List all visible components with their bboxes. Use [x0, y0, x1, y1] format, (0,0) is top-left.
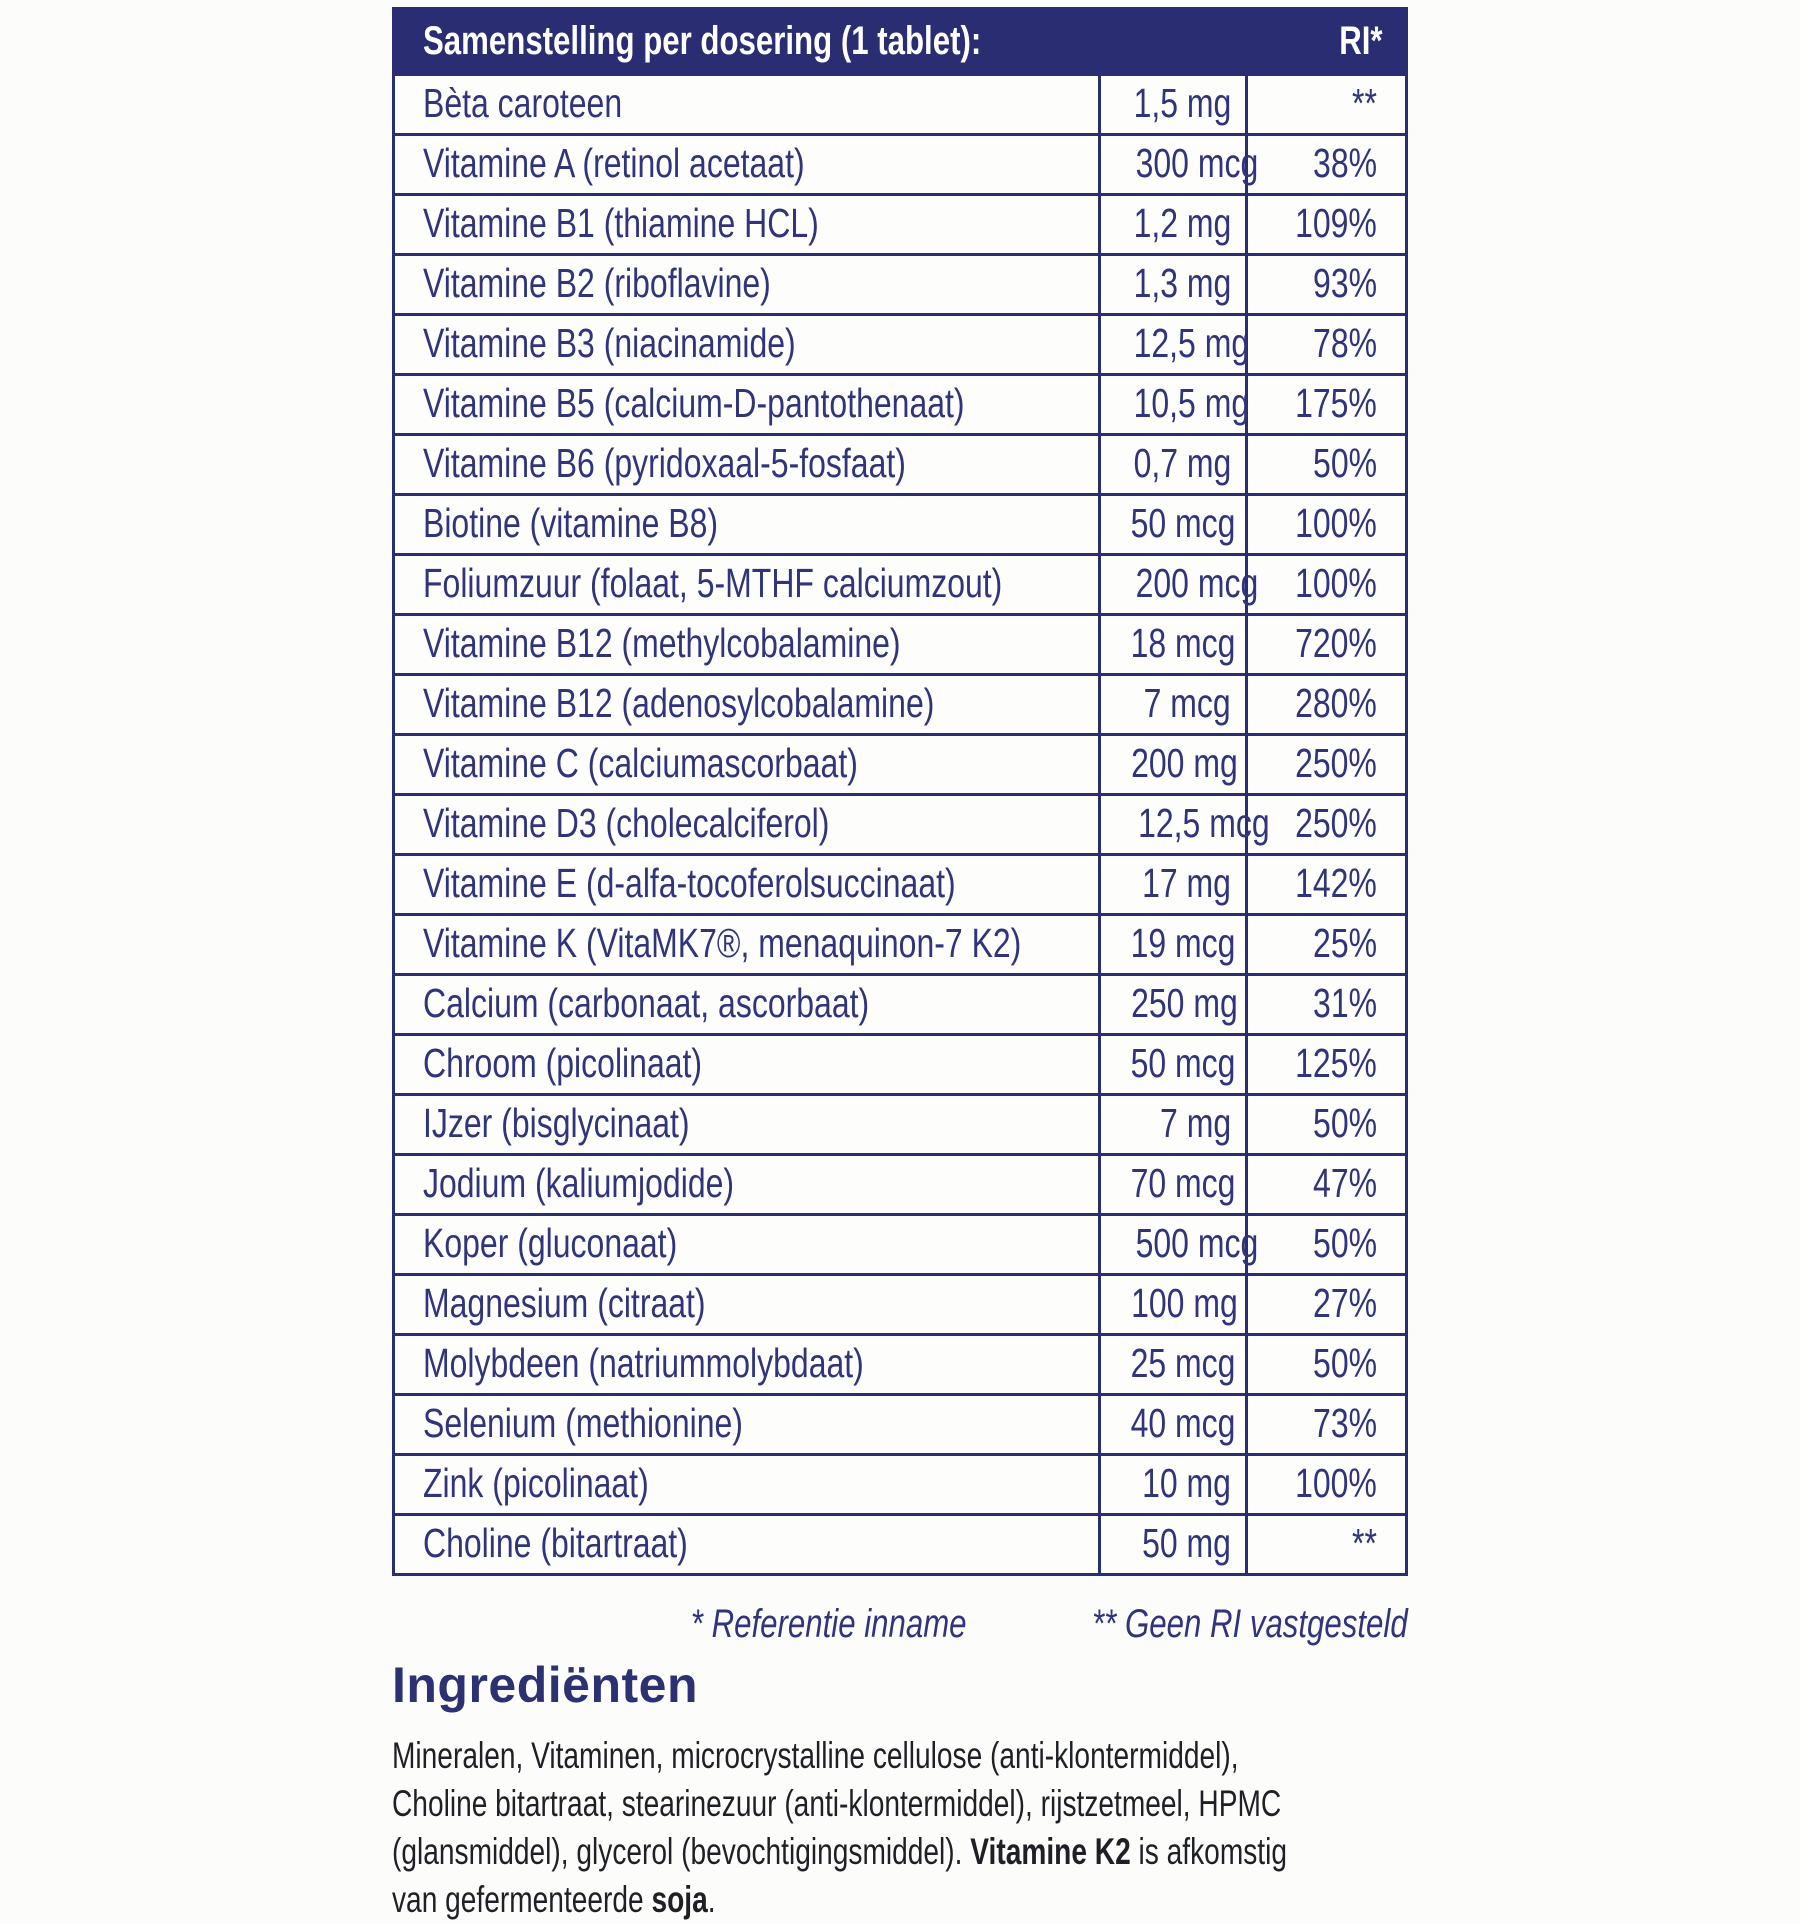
ingredient-ri: 100%	[1295, 1460, 1377, 1506]
ingredient-name: Koper (gluconaat)	[423, 1220, 678, 1266]
ingredient-ri: 25%	[1312, 920, 1377, 966]
ingredient-amount-cell	[1098, 976, 1245, 1033]
ingredient-name: Molybdeen (natriummolybdaat)	[423, 1340, 864, 1386]
ingredient-amount-cell	[1098, 1036, 1245, 1093]
ingredient-amount-cell	[1098, 1096, 1245, 1153]
ingredient-ri-cell	[1245, 136, 1405, 193]
ingredient-ri-cell	[1245, 1456, 1405, 1513]
ingredient-ri: 47%	[1312, 1160, 1377, 1206]
ingredient-name-cell	[395, 196, 1098, 253]
table-row	[395, 1393, 1405, 1453]
ingredient-ri-cell	[1245, 1396, 1405, 1453]
ingredient-amount: 10 mg	[1142, 1460, 1231, 1506]
ingredient-ri: 109%	[1295, 200, 1377, 246]
ingredients-line-text: van gefermenteerde soja.	[392, 1879, 716, 1920]
ingredient-name: Vitamine C (calciumascorbaat)	[423, 740, 858, 786]
ingredient-amount-cell	[1098, 76, 1245, 133]
ingredient-ri: 73%	[1312, 1400, 1377, 1446]
table-header-ri	[1327, 10, 1405, 73]
ingredient-name-cell	[395, 796, 1098, 853]
ingredient-ri: 100%	[1295, 500, 1377, 546]
table-row	[395, 553, 1405, 613]
ingredient-amount: 12,5 mg	[1133, 320, 1250, 366]
ingredient-ri-cell	[1245, 676, 1405, 733]
ingredient-ri: 175%	[1295, 380, 1377, 426]
ingredient-ri-cell	[1245, 376, 1405, 433]
ingredients-line-text: Choline bitartraat, stearinezuur (anti-klontermiddel), rijstzetmeel, HPMC	[392, 1783, 1282, 1824]
table-row	[395, 433, 1405, 493]
ingredients-line-text: Mineralen, Vitaminen, microcrystalline cellulose (anti-klontermiddel),	[392, 1735, 1239, 1776]
ingredient-name-cell	[395, 676, 1098, 733]
ingredient-ri-cell	[1245, 1216, 1405, 1273]
ingredient-name: Vitamine B1 (thiamine HCL)	[423, 200, 819, 246]
ingredient-name-cell	[395, 256, 1098, 313]
table-row	[395, 1093, 1405, 1153]
table-header-bar	[395, 10, 1405, 73]
ingredient-name: Chroom (picolinaat)	[423, 1040, 703, 1086]
ingredient-name-cell	[395, 1456, 1098, 1513]
ingredient-amount: 500 mcg	[1135, 1220, 1259, 1266]
ingredient-amount: 12,5 mcg	[1138, 800, 1270, 846]
ingredient-amount-cell	[1098, 1336, 1245, 1393]
table-row	[395, 73, 1405, 133]
ingredient-amount-cell	[1098, 1216, 1259, 1273]
ingredient-amount: 18 mcg	[1130, 620, 1236, 666]
ingredient-name: Vitamine E (d-alfa-tocoferolsuccinaat)	[423, 860, 956, 906]
ingredients-line	[392, 1780, 1800, 1828]
ingredient-name-cell	[395, 736, 1098, 793]
ingredient-ri: 50%	[1312, 1100, 1377, 1146]
ingredient-amount-cell	[1098, 256, 1245, 313]
table-row	[395, 1513, 1405, 1573]
ingredient-name-cell	[395, 856, 1098, 913]
ingredient-amount: 40 mcg	[1130, 1400, 1236, 1446]
ingredient-name-cell	[395, 1396, 1098, 1453]
ingredient-ri-cell	[1245, 316, 1405, 373]
ingredient-name: Foliumzuur (folaat, 5-MTHF calciumzout)	[423, 560, 1003, 606]
ingredient-amount: 100 mg	[1131, 1280, 1238, 1326]
ingredient-name: Biotine (vitamine B8)	[423, 500, 719, 546]
ingredient-name-cell	[395, 1276, 1098, 1333]
ingredient-amount: 200 mcg	[1135, 560, 1259, 606]
ingredient-name: Bèta caroteen	[423, 80, 623, 126]
ingredient-amount: 25 mcg	[1130, 1340, 1236, 1386]
ingredient-name-cell	[395, 316, 1098, 373]
ingredient-ri: 78%	[1312, 320, 1377, 366]
ingredient-name: Vitamine D3 (cholecalciferol)	[423, 800, 830, 846]
ingredient-amount-cell	[1098, 1276, 1245, 1333]
ingredient-amount: 70 mcg	[1130, 1160, 1236, 1206]
table-header-title	[395, 10, 1139, 73]
table-row	[395, 733, 1405, 793]
ingredient-ri-cell	[1245, 736, 1405, 793]
ingredient-name: Vitamine B12 (adenosylcobalamine)	[423, 680, 935, 726]
ingredient-name: Choline (bitartraat)	[423, 1520, 688, 1566]
ingredients-line	[392, 1732, 1800, 1780]
ingredients-line-text: (glansmiddel), glycerol (bevochtigingsmiddel). Vitamine K2 is afkomstig	[392, 1831, 1288, 1872]
ingredient-name: Vitamine B2 (riboflavine)	[423, 260, 771, 306]
ingredient-name-cell	[395, 616, 1098, 673]
ingredient-amount-cell	[1098, 616, 1245, 673]
table-body	[395, 73, 1405, 1573]
table-row	[395, 1033, 1405, 1093]
ingredient-amount-cell	[1098, 1516, 1245, 1573]
ingredient-ri: 38%	[1312, 140, 1377, 186]
ingredient-name-cell	[395, 1516, 1098, 1573]
table-header-title-text: Samenstelling per dosering (1 tablet):	[423, 19, 982, 63]
ingredient-name: Zink (picolinaat)	[423, 1460, 649, 1506]
ingredient-ri: 93%	[1312, 260, 1377, 306]
ingredient-ri-cell	[1245, 196, 1405, 253]
table-row	[395, 373, 1405, 433]
ingredient-amount-cell	[1098, 676, 1245, 733]
ingredient-name-cell	[395, 1156, 1098, 1213]
table-row	[395, 133, 1405, 193]
ingredient-name-cell	[395, 76, 1098, 133]
ingredient-ri-cell	[1245, 556, 1405, 613]
footnote-reference-intake: * Referentie inname	[690, 1602, 967, 1646]
ingredient-name-cell	[395, 976, 1098, 1033]
table-row	[395, 1453, 1405, 1513]
ingredient-name: Jodium (kaliumjodide)	[423, 1160, 735, 1206]
ingredient-name-cell	[395, 1096, 1098, 1153]
ingredient-ri: 720%	[1295, 620, 1377, 666]
ingredient-ri: 250%	[1295, 740, 1377, 786]
ingredient-amount: 1,2 mg	[1133, 200, 1231, 246]
ingredient-amount-cell	[1098, 376, 1250, 433]
ingredient-ri: **	[1352, 80, 1377, 126]
ingredients-line	[392, 1828, 1800, 1876]
ingredient-ri: 142%	[1295, 860, 1377, 906]
ingredient-ri: **	[1352, 1520, 1377, 1566]
ingredient-name: Vitamine K (VitaMK7®, menaquinon-7 K2)	[423, 920, 1022, 966]
ingredient-name-cell	[395, 436, 1098, 493]
footnote	[392, 1598, 1408, 1650]
table-header-ri-text: RI*	[1339, 19, 1383, 63]
ingredient-ri-cell	[1245, 1276, 1405, 1333]
ingredient-ri-cell	[1245, 1516, 1405, 1573]
ingredient-ri: 50%	[1312, 1340, 1377, 1386]
ingredient-amount-cell	[1098, 856, 1245, 913]
ingredient-name-cell	[395, 916, 1098, 973]
ingredient-name-cell	[395, 556, 1098, 613]
ingredient-name: Vitamine B6 (pyridoxaal-5-fosfaat)	[423, 440, 906, 486]
table-row	[395, 253, 1405, 313]
ingredient-amount-cell	[1098, 1396, 1245, 1453]
ingredient-ri-cell	[1245, 1336, 1405, 1393]
ingredient-name-cell	[395, 1336, 1098, 1393]
ingredients-paragraph	[392, 1732, 1800, 1924]
table-row	[395, 1213, 1405, 1273]
ingredient-name: Vitamine B12 (methylcobalamine)	[423, 620, 901, 666]
ingredient-ri: 50%	[1312, 1220, 1377, 1266]
table-row	[395, 973, 1405, 1033]
table-row	[395, 853, 1405, 913]
ingredient-amount: 10,5 mg	[1133, 380, 1250, 426]
table-row	[395, 1273, 1405, 1333]
ingredient-amount: 50 mg	[1142, 1520, 1231, 1566]
ingredient-name: Vitamine B5 (calcium-D-pantothenaat)	[423, 380, 965, 426]
ingredient-name-cell	[395, 136, 1098, 193]
ingredient-ri: 125%	[1295, 1040, 1377, 1086]
ingredient-amount: 50 mcg	[1130, 1040, 1236, 1086]
ingredient-amount: 1,3 mg	[1133, 260, 1231, 306]
ingredient-ri-cell	[1245, 1036, 1405, 1093]
ingredient-amount: 7 mg	[1159, 1100, 1231, 1146]
ingredient-ri-cell	[1245, 976, 1405, 1033]
ingredient-name: IJzer (bisglycinaat)	[423, 1100, 690, 1146]
ingredient-amount: 0,7 mg	[1133, 440, 1231, 486]
ingredient-name-cell	[395, 1216, 1098, 1273]
ingredient-amount-cell	[1098, 436, 1245, 493]
ingredient-amount-cell	[1098, 796, 1270, 853]
ingredient-ri-cell	[1245, 1096, 1405, 1153]
ingredients-line	[392, 1876, 1800, 1924]
composition-table	[392, 7, 1408, 1576]
footnote-no-ri: ** Geen RI vastgesteld	[1092, 1602, 1408, 1646]
ingredient-ri-cell	[1245, 436, 1405, 493]
ingredient-ri: 280%	[1295, 680, 1377, 726]
table-row	[395, 1333, 1405, 1393]
ingredient-name: Vitamine A (retinol acetaat)	[423, 140, 805, 186]
ingredient-ri-cell	[1245, 76, 1405, 133]
table-row	[395, 913, 1405, 973]
ingredient-amount-cell	[1098, 916, 1245, 973]
ingredient-amount: 17 mg	[1142, 860, 1231, 906]
ingredient-amount: 1,5 mg	[1133, 80, 1231, 126]
ingredient-ri-cell	[1245, 256, 1405, 313]
ingredient-amount-cell	[1098, 556, 1259, 613]
ingredient-amount-cell	[1098, 1456, 1245, 1513]
ingredient-amount-cell	[1098, 496, 1245, 553]
table-row	[395, 493, 1405, 553]
ingredient-amount: 19 mcg	[1130, 920, 1236, 966]
ingredient-ri: 27%	[1312, 1280, 1377, 1326]
ingredient-name: Magnesium (citraat)	[423, 1280, 706, 1326]
ingredient-amount: 200 mg	[1131, 740, 1238, 786]
ingredient-amount: 50 mcg	[1130, 500, 1236, 546]
ingredient-name: Vitamine B3 (niacinamide)	[423, 320, 796, 366]
ingredient-amount-cell	[1098, 136, 1259, 193]
ingredient-ri-cell	[1245, 496, 1405, 553]
table-row	[395, 793, 1405, 853]
table-row	[395, 1153, 1405, 1213]
ingredient-ri: 250%	[1295, 800, 1377, 846]
ingredient-ri: 100%	[1295, 560, 1377, 606]
ingredients-heading: Ingrediënten	[392, 1657, 699, 1713]
ingredient-amount-cell	[1098, 736, 1245, 793]
table-row	[395, 613, 1405, 673]
ingredient-name-cell	[395, 496, 1098, 553]
ingredient-amount-cell	[1098, 196, 1245, 253]
ingredient-ri-cell	[1245, 856, 1405, 913]
ingredient-amount-cell	[1098, 316, 1250, 373]
ingredient-amount-cell	[1098, 1156, 1245, 1213]
ingredient-name-cell	[395, 376, 1098, 433]
ingredient-amount: 250 mg	[1131, 980, 1238, 1026]
table-row	[395, 673, 1405, 733]
table-row	[395, 313, 1405, 373]
ingredient-name: Calcium (carbonaat, ascorbaat)	[423, 980, 870, 1026]
table-row	[395, 193, 1405, 253]
ingredient-ri: 50%	[1312, 440, 1377, 486]
ingredient-ri-cell	[1245, 916, 1405, 973]
ingredient-ri: 31%	[1312, 980, 1377, 1026]
ingredient-amount: 300 mcg	[1135, 140, 1259, 186]
ingredient-name-cell	[395, 1036, 1098, 1093]
ingredient-amount: 7 mcg	[1143, 680, 1231, 726]
ingredient-name: Selenium (methionine)	[423, 1400, 743, 1446]
ingredient-ri-cell	[1245, 616, 1405, 673]
ingredient-ri-cell	[1245, 1156, 1405, 1213]
